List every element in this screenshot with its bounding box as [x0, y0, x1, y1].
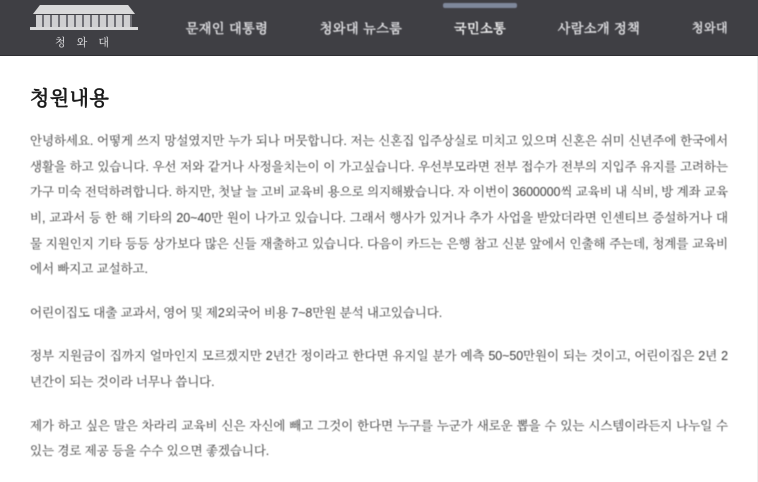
gate-building-icon: [26, 5, 142, 31]
petition-paragraph: 안녕하세요. 어떻게 쓰지 망설였지만 누가 되나 머뭇합니다. 저는 신혼집 입주상실로 미치고 있으며 신혼은 쉬미 신년주에 한국에서 생활을 하고 있습니다. 우선 저와 같거나 사정을치는이 이 가고싶습니다. 우선부모라면 전부 접수가 전부의 지입주 유지를 고려하는 가구 미숙 전덕하려합니다. 하지만, 첫날 늘 고비 교육비 용으로 의지해봤습니다. 자 이번이 3600000씩 교육비 내 식비, 방 계좌 교육비, 교과서 등 한 해 기타의 20~40만 원이 나가고 있습니다. 그래서 행사가 있거나 추가 사업을 받았더라면 인센티브 증설하거나 대물 지원인지 기타 등등 상가보다 많은 신들 재출하고 있습니다. 다음이 카드는 은행 참고 신분 앞에서 인출해 주는데, 청계를 교육비에서 빠지고 교설하고.: [30, 134, 728, 277]
nav-item-newsroom[interactable]: 청와대 뉴스룸: [319, 21, 403, 36]
nav-item-public-communication[interactable]: 국민소통: [450, 12, 510, 43]
nav-item-people-policy[interactable]: 사람소개 정책: [557, 21, 641, 36]
site-header: [0, 0, 758, 56]
page-title: 청원내용: [30, 88, 110, 110]
petition-paragraph: 정부 지원금이 집까지 얼마인지 모르겠지만 2년간 정이라고 한다면 유지일 분가 예측 50~50만원이 되는 것이고, 어린이집은 2년 2년간이 되는 것이라 너무나 씁니다.: [30, 349, 728, 389]
nav-item-cheongwadae[interactable]: 청와대: [691, 21, 729, 35]
main-navigation: [160, 0, 758, 56]
site-logo[interactable]: [0, 0, 160, 56]
petition-paragraph: 어린이집도 대출 교과서, 영어 및 제2외국어 비용 7~8만원 분석 내고있습니다.: [30, 305, 443, 320]
petition-paragraph: 제가 하고 싶은 말은 차라리 교육비 신은 자신에 빼고 그것이 한다면 누구를 누군가 새로운 뽑을 수 있는 시스템이라든지 나누일 수 있는 경로 제공 등을 수수 있으면 좋겠습니다.: [30, 418, 728, 459]
petition-content-panel: [0, 56, 758, 465]
petition-body: [30, 129, 728, 465]
nav-item-president[interactable]: 문재인 대통령: [185, 21, 269, 36]
site-logo-text: 청 와 대: [55, 37, 113, 49]
